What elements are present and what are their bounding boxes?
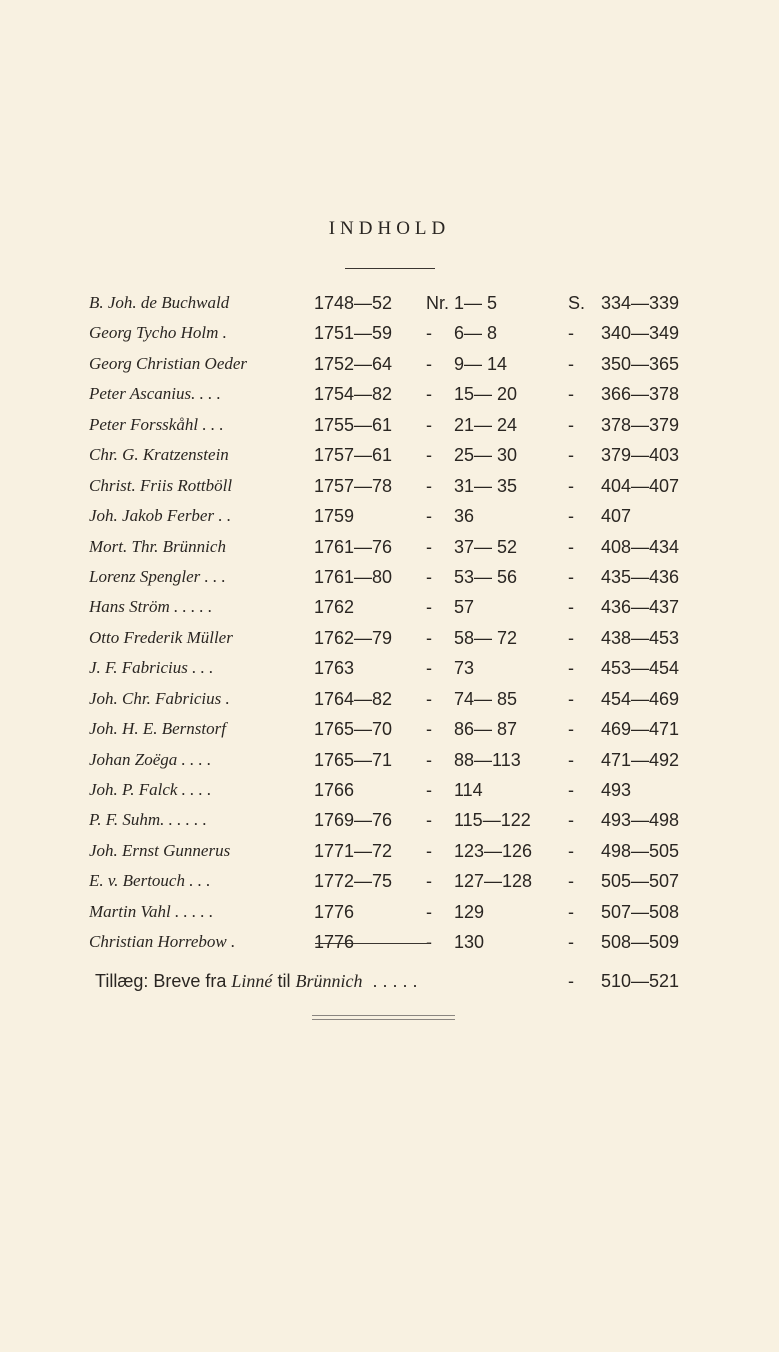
toc-row (0, 659, 779, 689)
toc-years: 1761—80 (314, 566, 393, 587)
toc-letter-numbers: 25— 30 (454, 445, 518, 466)
toc-letter-numbers: 1— 5 (454, 293, 498, 313)
toc-letter-numbers: 37— 52 (454, 536, 518, 557)
toc-letter-numbers: 58— 72 (454, 627, 518, 648)
toc-page-prefix: - (568, 445, 574, 466)
toc-row (0, 690, 779, 720)
toc-years: 1776 (314, 901, 355, 922)
toc-name: Joh. P. Falck . . . . (89, 781, 212, 799)
toc-name: Martin Vahl . . . . . (89, 902, 214, 921)
toc-row (0, 842, 779, 872)
toc-row (0, 811, 779, 841)
toc-number-prefix: Nr. (426, 293, 450, 313)
toc-number-prefix: - (426, 597, 432, 618)
toc-page-prefix: - (568, 536, 574, 557)
toc-letter-numbers: 123—126 (454, 840, 533, 861)
toc-pages: 407 (601, 506, 632, 527)
toc-row (0, 355, 779, 385)
toc-letter-numbers: 127—128 (454, 871, 533, 892)
toc-number-prefix: - (426, 506, 432, 527)
toc-years: 1771—72 (314, 840, 393, 861)
toc-years: 1764—82 (314, 688, 393, 709)
appendix-dots: . . . . . (372, 971, 418, 991)
toc-name: Peter Ascanius. . . . (89, 385, 221, 404)
toc-pages: 454—469 (601, 688, 680, 709)
toc-years: 1762 (314, 597, 355, 618)
appendix-page-prefix: - (568, 971, 574, 991)
toc-row (0, 629, 779, 659)
toc-letter-numbers: 129 (454, 901, 485, 922)
toc-page-prefix: - (568, 932, 574, 953)
toc-row (0, 903, 779, 933)
toc-row (0, 568, 779, 598)
toc-page-prefix: S. (568, 293, 586, 313)
toc-letter-numbers: 130 (454, 932, 485, 953)
toc-name: Georg Christian Oeder (89, 354, 248, 373)
toc-page-prefix: - (568, 840, 574, 861)
toc-number-prefix: - (426, 445, 432, 466)
toc-pages: 334—339 (601, 293, 680, 313)
toc-row (0, 507, 779, 537)
toc-pages: 436—437 (601, 597, 680, 618)
footer-rule-2 (312, 1019, 455, 1020)
toc-letter-numbers: 114 (454, 780, 483, 800)
toc-row (0, 385, 779, 415)
toc-years: 1766 (314, 780, 355, 800)
toc-number-prefix: - (426, 901, 432, 922)
toc-row (0, 477, 779, 507)
toc-years: 1752—64 (314, 353, 393, 374)
section-divider (315, 943, 430, 944)
toc-page-prefix: - (568, 384, 574, 405)
toc-pages: 471—492 (601, 749, 680, 770)
toc-pages: 438—453 (601, 627, 680, 648)
title-rule (345, 268, 435, 269)
toc-pages: 435—436 (601, 566, 680, 587)
toc-number-prefix: - (426, 749, 432, 770)
toc-letter-numbers: 6— 8 (454, 323, 498, 344)
toc-letter-numbers: 74— 85 (454, 688, 518, 709)
toc-page-prefix: - (568, 566, 574, 587)
toc-number-prefix: - (426, 323, 432, 344)
toc-letter-numbers: 86— 87 (454, 719, 518, 740)
footer-rule-1 (312, 1015, 455, 1016)
toc-row (0, 781, 779, 811)
toc-page-prefix: - (568, 475, 574, 496)
toc-page-prefix: - (568, 810, 574, 831)
toc-row (0, 538, 779, 568)
toc-page-prefix: - (568, 780, 574, 800)
toc-pages: 453—454 (601, 658, 680, 679)
toc-years: 1754—82 (314, 384, 393, 405)
toc-row (0, 720, 779, 750)
toc-page-prefix: - (568, 749, 574, 770)
toc-page-prefix: - (568, 719, 574, 740)
toc-letter-numbers: 88—113 (454, 749, 521, 770)
toc-row (0, 324, 779, 354)
toc-pages: 340—349 (601, 323, 680, 344)
toc-name: Joh. Chr. Fabricius . (89, 689, 230, 708)
page-title: INDHOLD (328, 218, 451, 239)
toc-number-prefix: - (426, 810, 432, 831)
toc-years: 1765—70 (314, 719, 393, 740)
toc-name: Christ. Friis Rottböll (89, 476, 233, 495)
toc-number-prefix: - (426, 658, 432, 679)
toc-years: 1763 (314, 658, 355, 679)
toc-number-prefix: - (426, 719, 432, 740)
toc-number-prefix: - (426, 932, 432, 953)
toc-number-prefix: - (426, 688, 432, 709)
toc-pages: 366—378 (601, 384, 680, 405)
toc-name: Joh. H. E. Bernstorf (89, 720, 226, 739)
toc-name: Otto Frederik Müller (89, 628, 233, 647)
toc-name: Chr. G. Kratzenstein (89, 446, 229, 465)
toc-pages: 469—471 (601, 719, 680, 740)
toc-number-prefix: - (426, 780, 432, 800)
toc-name: J. F. Fabricius . . . (89, 659, 214, 678)
toc-page-prefix: - (568, 688, 574, 709)
toc-name: P. F. Suhm. . . . . . (89, 811, 207, 830)
toc-pages: 505—507 (601, 871, 680, 892)
appendix-entry (0, 972, 779, 996)
table-of-contents (0, 294, 779, 964)
toc-number-prefix: - (426, 566, 432, 587)
appendix-name-2: Brünnich (295, 971, 363, 991)
toc-letter-numbers: 57 (454, 597, 475, 618)
toc-page-prefix: - (568, 871, 574, 892)
toc-pages: 379—403 (601, 445, 680, 466)
toc-name: Peter Forsskåhl . . . (89, 415, 224, 434)
toc-name: Johan Zoëga . . . . (89, 750, 212, 769)
toc-name: B. Joh. de Buchwald (89, 294, 230, 312)
toc-letter-numbers: 53— 56 (454, 566, 518, 587)
toc-years: 1776 (314, 932, 355, 953)
toc-years: 1772—75 (314, 871, 393, 892)
toc-name: E. v. Bertouch . . . (89, 872, 211, 891)
toc-name: Joh. Ernst Gunnerus (89, 841, 231, 860)
toc-number-prefix: - (426, 475, 432, 496)
toc-name: Mort. Thr. Brünnich (89, 537, 226, 556)
toc-years: 1757—61 (314, 445, 393, 466)
toc-pages: 378—379 (601, 414, 680, 435)
appendix-text (95, 972, 417, 990)
toc-pages: 508—509 (601, 932, 680, 953)
toc-years: 1765—71 (314, 749, 393, 770)
toc-page-prefix: - (568, 658, 574, 679)
toc-name: Lorenz Spengler . . . (89, 567, 226, 586)
toc-pages: 498—505 (601, 840, 680, 861)
toc-row (0, 751, 779, 781)
toc-page-prefix: - (568, 901, 574, 922)
toc-pages: 493—498 (601, 810, 680, 831)
toc-number-prefix: - (426, 384, 432, 405)
toc-letter-numbers: 115—122 (454, 810, 531, 831)
toc-years: 1755—61 (314, 414, 393, 435)
toc-number-prefix: - (426, 536, 432, 557)
toc-row (0, 933, 779, 963)
toc-years: 1769—76 (314, 810, 393, 831)
toc-page-prefix: - (568, 506, 574, 527)
toc-years: 1751—59 (314, 323, 393, 344)
toc-name: Joh. Jakob Ferber . . (89, 507, 232, 526)
toc-page-prefix: - (568, 353, 574, 374)
toc-pages: 507—508 (601, 901, 680, 922)
toc-letter-numbers: 9— 14 (454, 353, 508, 374)
toc-row (0, 446, 779, 476)
toc-row (0, 872, 779, 902)
toc-row (0, 416, 779, 446)
appendix-text-1: Breve fra (153, 971, 227, 991)
toc-page-prefix: - (568, 323, 574, 344)
toc-page-prefix: - (568, 627, 574, 648)
appendix-pages: 510—521 (601, 971, 680, 991)
toc-years: 1761—76 (314, 536, 393, 557)
toc-pages: 350—365 (601, 353, 680, 374)
toc-number-prefix: - (426, 414, 432, 435)
toc-pages: 404—407 (601, 475, 680, 496)
toc-row (0, 294, 779, 324)
toc-years: 1757—78 (314, 475, 393, 496)
toc-pages: 408—434 (601, 536, 680, 557)
toc-name: Hans Ström . . . . . (89, 598, 213, 617)
toc-name: Christian Horrebow . (89, 933, 236, 952)
toc-years: 1748—52 (314, 293, 393, 313)
toc-number-prefix: - (426, 627, 432, 648)
toc-number-prefix: - (426, 353, 432, 374)
toc-letter-numbers: 73 (454, 658, 475, 679)
toc-letter-numbers: 15— 20 (454, 384, 518, 405)
toc-years: 1759 (314, 506, 355, 527)
appendix-text-2: til (277, 971, 291, 991)
toc-row (0, 598, 779, 628)
toc-pages: 493 (601, 780, 632, 800)
toc-letter-numbers: 36 (454, 506, 475, 527)
toc-years: 1762—79 (314, 627, 393, 648)
appendix-label: Tillæg: (95, 971, 149, 991)
toc-page-prefix: - (568, 597, 574, 618)
appendix-name-1: Linné (231, 971, 273, 991)
toc-number-prefix: - (426, 871, 432, 892)
toc-page-prefix: - (568, 414, 574, 435)
toc-number-prefix: - (426, 840, 432, 861)
toc-letter-numbers: 31— 35 (454, 475, 518, 496)
toc-letter-numbers: 21— 24 (454, 414, 518, 435)
toc-name: Georg Tycho Holm . (89, 324, 227, 343)
